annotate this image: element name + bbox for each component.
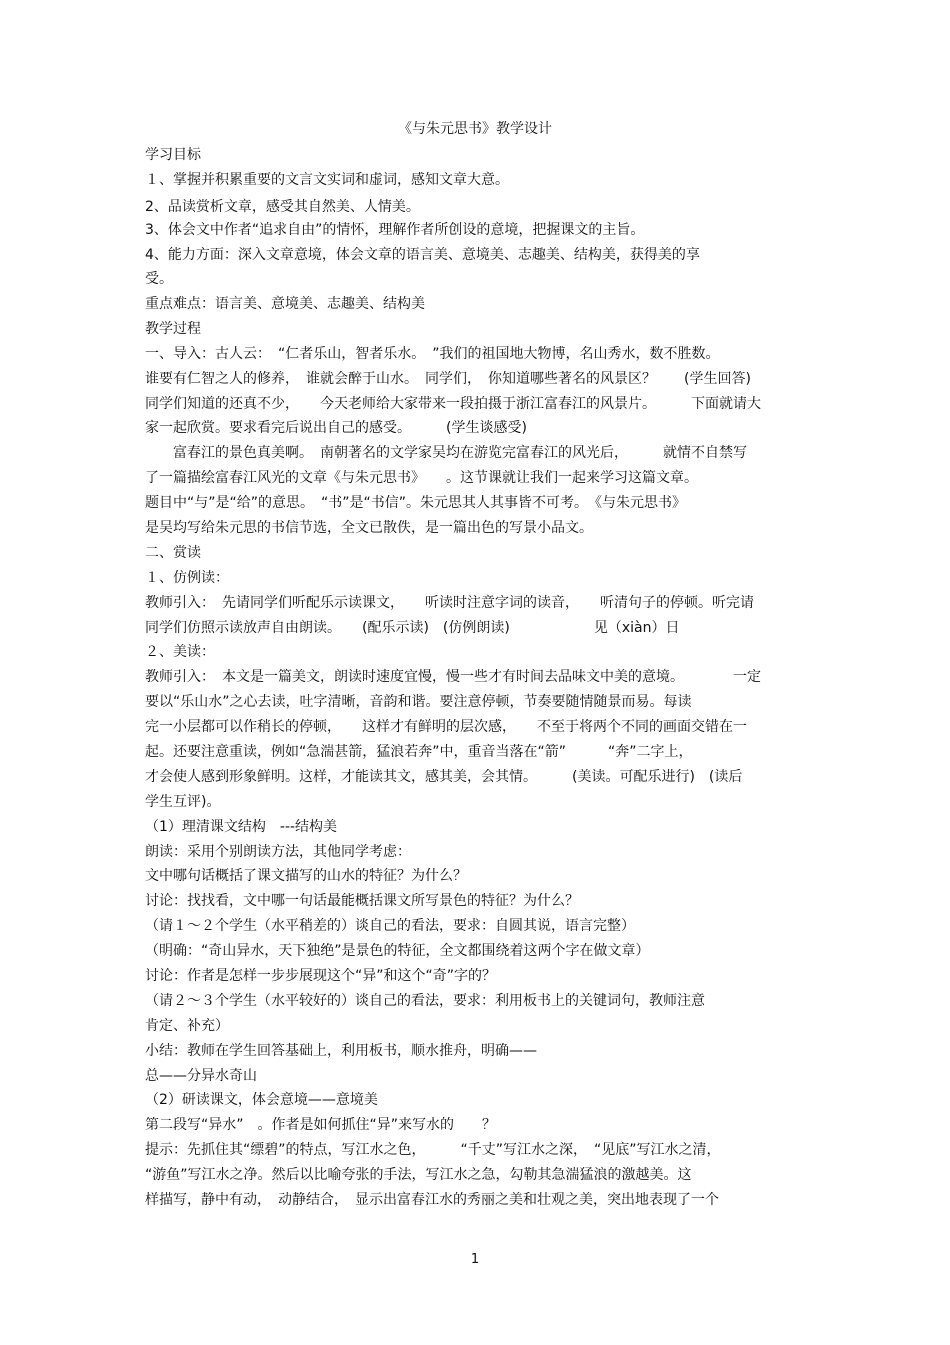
- subsection-heading: ２、美读：: [145, 644, 215, 660]
- paragraph-line: 教师引入： 本文是一篇美文，朗读时速度宜慢，慢一些才有时间去品味文中美的意境。 一定: [145, 669, 761, 685]
- paragraph-line: 讨论：找找看，文中哪一句话最能概括课文所写景色的特征？为什么？: [145, 893, 579, 909]
- paragraph-line: 一、导入：古人云： “仁者乐山，智者乐水。 ”我们的祖国地大物博，名山秀水，数不胜数。: [145, 346, 720, 362]
- subsection-heading: １、仿例读：: [145, 570, 229, 586]
- paragraph-line: １、掌握并积累重要的文言文实词和虚词，感知文章大意。: [145, 172, 509, 188]
- paragraph-line: 才会使人感到形象鲜明。这样，才能读其文，感其美，会其情。 (美读。可配乐进行) (读后: [145, 769, 743, 785]
- subsection-heading: （2）研读课文，体会意境——意境美: [145, 1092, 378, 1108]
- paragraph-line: （请１～２个学生（水平稍差的）谈自己的看法，要求：自圆其说，语言完整）: [145, 918, 635, 934]
- paragraph-line: 重点难点：语言美、意境美、志趣美、结构美: [145, 296, 425, 312]
- paragraph-line: 起。还要注意重读，例如“急湍甚箭，猛浪若奔”中，重音当落在“箭” “奔”二字上，: [145, 744, 693, 760]
- paragraph-line: 同学们仿照示读放声自由朗读。 (配乐示读) (仿例朗读) 见（xiàn）日: [145, 620, 680, 636]
- paragraph-line: 3、体会文中作者“追求自由”的情怀，理解作者所创设的意境，把握课文的主旨。: [145, 222, 645, 238]
- paragraph-line: 富春江的景色真美啊。 南朝著名的文学家吴均在游览完富春江的风光后， 就情不自禁写: [145, 445, 747, 461]
- paragraph-line: 小结：教师在学生回答基础上，利用板书，顺水推舟，明确——: [145, 1043, 537, 1059]
- page-number: 1: [470, 1252, 480, 1267]
- paragraph-line: 朗读：采用个别朗读方法，其他同学考虑：: [145, 844, 411, 860]
- paragraph-line: 题目中“与”是“给”的意思。 “书”是“书信”。朱元思其人其事皆不可考。 《与朱元思书》: [145, 495, 687, 511]
- section-heading: 学习目标: [145, 147, 201, 163]
- paragraph-line: 总——分异水奇山: [145, 1068, 257, 1084]
- paragraph-line: 2、品读赏析文章，感受其自然美、人情美。: [145, 199, 420, 215]
- paragraph-line: 肯定、补充）: [145, 1018, 229, 1034]
- paragraph-line: 文中哪句话概括了课文描写的山水的特征？为什么？: [145, 868, 467, 884]
- document-title: 《与朱元思书》教学设计: [398, 121, 552, 137]
- paragraph-line: 第二段写“异水” 。作者是如何抓住“异”来写水的 ？: [145, 1117, 497, 1133]
- paragraph-line: 教师引入： 先请同学们听配乐示读课文， 听读时注意字词的读音， 听清句子的停顿。听完请: [145, 595, 754, 611]
- paragraph-line: 了一篇描绘富春江风光的文章《与朱元思书》 。这节课就让我们一起来学习这篇文章。: [145, 470, 698, 486]
- section-heading: 二、赏读: [145, 545, 201, 561]
- paragraph-line: 受。: [145, 271, 173, 287]
- paragraph-line: 谁要有仁智之人的修养， 谁就会醉于山水。 同学们， 你知道哪些著名的风景区？ (学生回答): [145, 371, 751, 387]
- paragraph-line: 讨论：作者是怎样一步步展现这个“异”和这个“奇”字的？: [145, 968, 497, 984]
- paragraph-line: “游鱼”写江水之净。然后以比喻夸张的手法，写江水之急，勾勒其急湍猛浪的激越美。这: [145, 1167, 692, 1183]
- section-heading: 教学过程: [145, 321, 201, 337]
- paragraph-line: 完一小层都可以作稍长的停顿， 这样才有鲜明的层次感， 不至于将两个不同的画面交错在一: [145, 719, 747, 735]
- subsection-heading: （1）理清课文结构 ---结构美: [145, 819, 338, 835]
- paragraph-line: 学生互评)。: [145, 794, 221, 810]
- paragraph-line: 样描写，静中有动， 动静结合， 显示出富春江水的秀丽之美和壮观之美，突出地表现了一个: [145, 1192, 719, 1208]
- paragraph-line: 是吴均写给朱元思的书信节选，全文已散佚，是一篇出色的写景小品文。: [145, 520, 593, 536]
- paragraph-line: 4、能力方面：深入文章意境，体会文章的语言美、意境美、志趣美、结构美，获得美的享: [145, 247, 700, 263]
- paragraph-line: 要以“乐山水”之心去读，吐字清晰，音韵和谐。要注意停顿，节奏要随情随景而易。每读: [145, 694, 692, 710]
- paragraph-line: 同学们知道的还真不少， 今天老师给大家带来一段拍摄于浙江富春江的风景片。 下面就请大: [145, 396, 761, 412]
- paragraph-line: 家一起欣赏。要求看完后说出自己的感受。 (学生谈感受): [145, 420, 527, 436]
- paragraph-line: （请２～３个学生（水平较好的）谈自己的看法，要求：利用板书上的关键词句，教师注意: [145, 993, 705, 1009]
- paragraph-line: （明确：“奇山异水，天下独绝”是景色的特征，全文都围绕着这两个字在做文章）: [145, 943, 650, 959]
- paragraph-line: 提示：先抓住其“缥碧”的特点，写江水之色， “千丈”写江水之深， “见底”写江水之清，: [145, 1142, 721, 1158]
